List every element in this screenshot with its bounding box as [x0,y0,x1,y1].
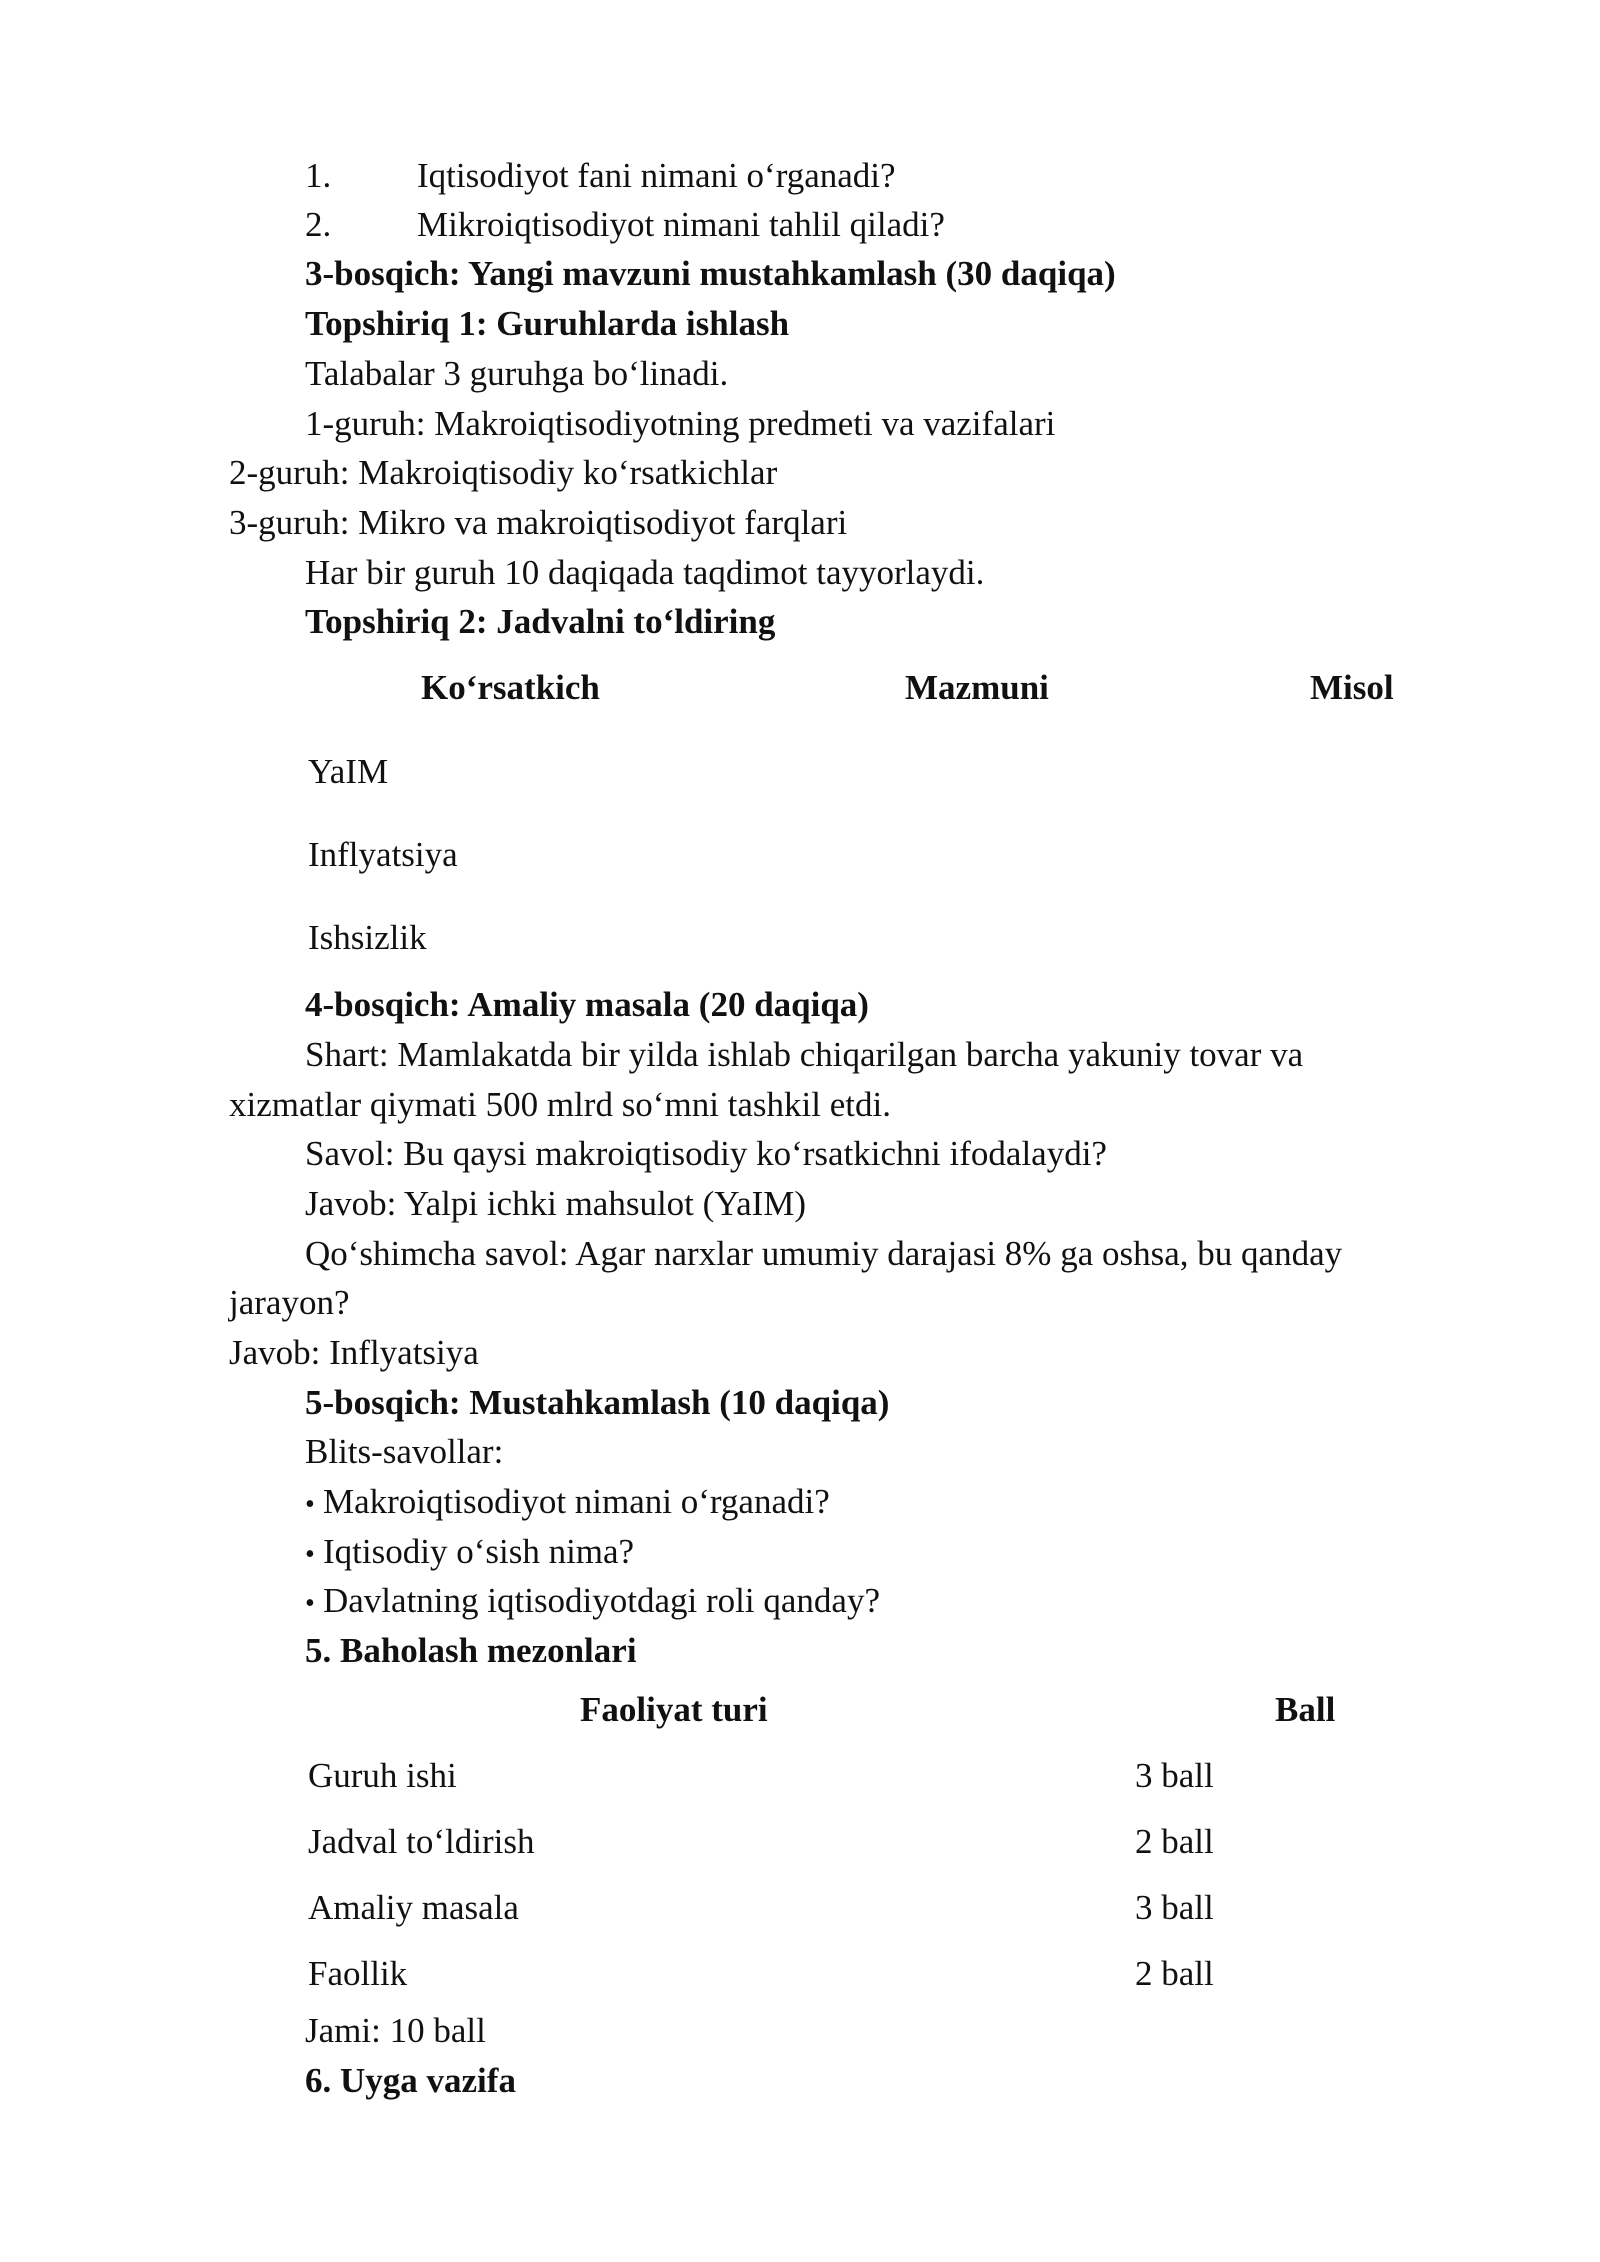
stage4-question: Savol: Bu qaysi makroiqtisodiy ko‘rsatkichni ifodalaydi? [305,1134,1107,1173]
group-item: 2-guruh: Makroiqtisodiy ko‘rsatkichlar [229,453,778,492]
group-item: 3-guruh: Mikro va makroiqtisodiyot farqlari [229,503,848,542]
table-row-activity: Faollik [308,1954,408,1993]
list-item-text: Iqtisodiy o‘sish nima? [323,1532,635,1571]
stage5-heading: 5-bosqich: Mustahkamlash (10 daqiqa) [305,1383,890,1422]
table-row-label: Ishsizlik [308,918,427,957]
bullet-icon: • [305,1588,315,1619]
homework-heading: 6. Uyga vazifa [305,2061,516,2100]
stage4-extra-question-cont: jarayon? [229,1283,350,1322]
list-item-text: Davlatning iqtisodiyotdagi roli qanday? [323,1581,880,1620]
task1-heading: Topshiriq 1: Guruhlarda ishlash [305,304,790,343]
assessment-total: Jami: 10 ball [305,2011,486,2050]
stage4-extra-question: Qo‘shimcha savol: Agar narxlar umumiy darajasi 8% ga oshsa, bu qanday [305,1234,1343,1273]
table-row-activity: Jadval to‘ldirish [308,1822,535,1861]
question-text: Iqtisodiyot fani nimani o‘rganadi? [417,156,896,195]
stage4-heading: 4-bosqich: Amaliy masala (20 daqiqa) [305,985,869,1024]
task1-intro: Talabalar 3 guruhga bo‘linadi. [305,354,729,393]
question-item [305,154,896,198]
table-header-points: Ball [1275,1690,1336,1729]
table-row-points: 3 ball [1135,1888,1214,1927]
table-row-points: 3 ball [1135,1756,1214,1795]
stage4-condition-cont: xizmatlar qiymati 500 mlrd so‘mni tashkil etdi. [229,1085,891,1124]
question-text: Mikroiqtisodiyot nimani tahlil qiladi? [417,205,945,244]
table-row-activity: Guruh ishi [308,1756,457,1795]
table-header-activity: Faoliyat turi [580,1690,768,1729]
stage4-extra-answer: Javob: Inflyatsiya [229,1333,479,1372]
task1-note: Har bir guruh 10 daqiqada taqdimot tayyorlaydi. [305,553,985,592]
task2-heading: Topshiriq 2: Jadvalni to‘ldiring [305,602,776,641]
table-row-label: YaIM [308,752,389,791]
bullet-icon: • [305,1539,315,1570]
table-header-content: Mazmuni [905,668,1049,707]
list-item [305,1579,880,1626]
stage4-condition: Shart: Mamlakatda bir yilda ishlab chiqarilgan barcha yakuniy tovar va [305,1035,1304,1074]
list-item [305,1530,634,1577]
table-header-indicator: Ko‘rsatkich [421,668,600,707]
question-number: 1. [305,156,332,195]
list-item [305,1480,830,1527]
table-header-example: Misol [1310,668,1394,707]
question-number: 2. [305,205,332,244]
table-row-activity: Amaliy masala [308,1888,519,1927]
table-row-label: Inflyatsiya [308,835,458,874]
table-row-points: 2 ball [1135,1822,1214,1861]
group-item: 1-guruh: Makroiqtisodiyotning predmeti va vazifalari [305,404,1056,443]
stage3-heading: 3-bosqich: Yangi mavzuni mustahkamlash (30 daqiqa) [305,254,1116,293]
table-row-points: 2 ball [1135,1954,1214,1993]
bullet-icon: • [305,1489,315,1520]
assessment-heading: 5. Baholash mezonlari [305,1631,637,1670]
stage4-answer: Javob: Yalpi ichki mahsulot (YaIM) [305,1184,807,1223]
list-item-text: Makroiqtisodiyot nimani o‘rganadi? [323,1482,830,1521]
question-item [305,203,945,247]
stage5-intro: Blits-savollar: [305,1432,504,1471]
